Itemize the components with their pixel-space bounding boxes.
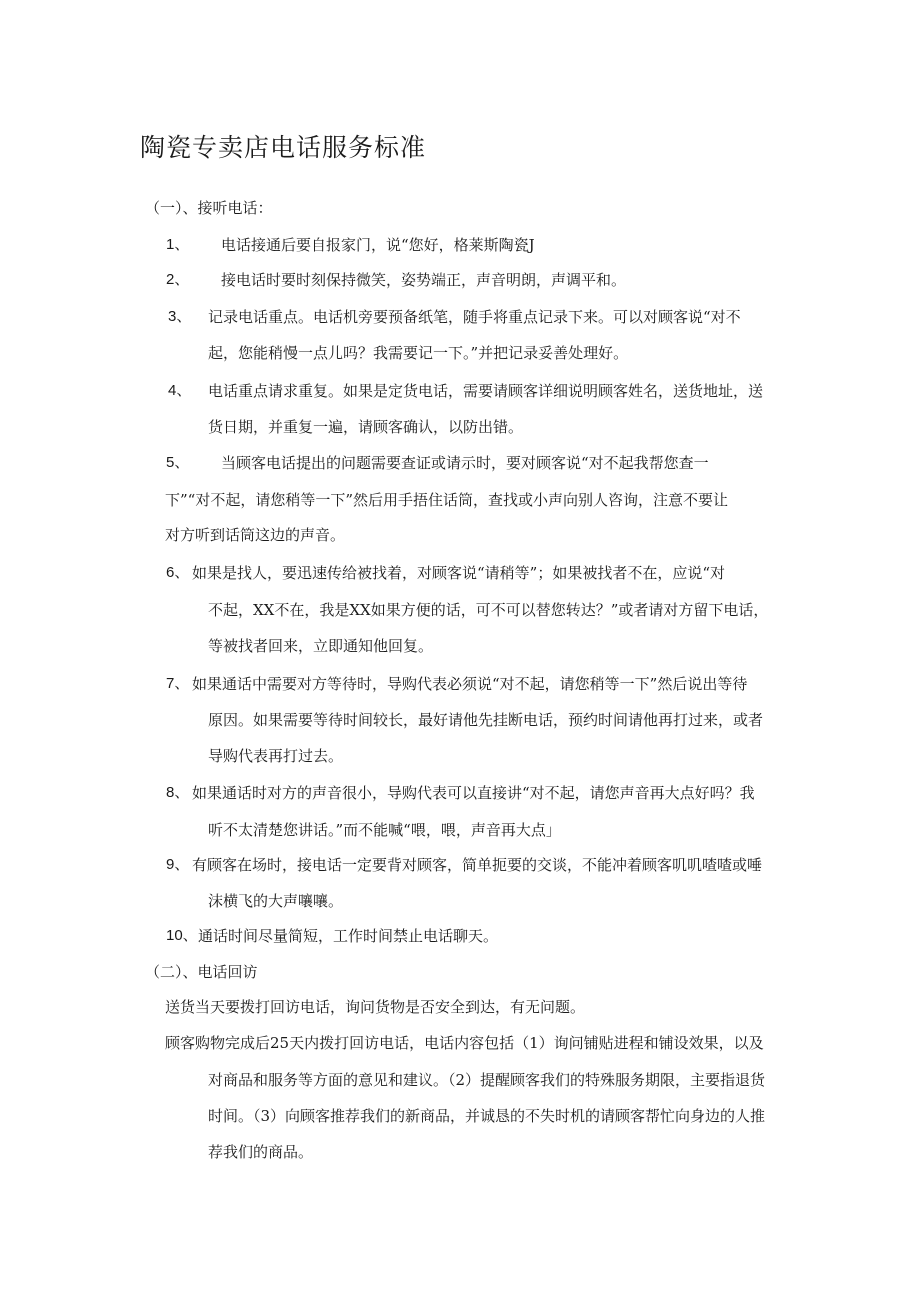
item-3-text-line-2: 起，您能稍慢一点儿吗？我需要记一下。”并把记录妥善处理好。	[208, 344, 629, 362]
item-10-text: 通话时间尽量简短，工作时间禁止电话聊天。	[198, 927, 499, 945]
item-10-number: 10、	[166, 927, 198, 944]
page-title: 陶瓷专卖店电话服务标准	[140, 133, 427, 162]
item-1-text: 电话接通后要自报家门，说“您好，格莱斯陶瓷J	[221, 236, 535, 254]
section-2-paragraph-1: 送货当天要拨打回访电话，询问货物是否安全到达，有无问题。	[165, 998, 586, 1016]
item-4-text-line-2: 货日期，并重复一遍，请顾客确认，以防出错。	[208, 418, 524, 436]
item-7-text-line-1: 如果通话中需要对方等待时，导购代表必须说“对不起，请您稍等一下”然后说出等待	[192, 675, 748, 693]
item-4-number: 4、	[168, 382, 192, 399]
item-8-text-line-1: 如果通话时对方的声音很小，导购代表可以直接讲“对不起，请您声音再大点好吗？我	[192, 784, 755, 802]
item-6-text-line-1: 如果是找人，要迅速传给被找着，对顾客说“请稍等”；如果被找者不在，应说“对	[192, 564, 726, 582]
item-1-number: 1、	[166, 236, 190, 253]
item-9-number: 9、	[166, 856, 190, 873]
item-5-number: 5、	[166, 454, 190, 471]
item-8-number: 8、	[166, 784, 190, 801]
item-5-text-line-2: 下”“对不起，请您稍等一下”然后用手捂住话筒，查找或小声向别人咨询，注意不要让	[165, 491, 729, 509]
item-6-text-line-3: 等被找者回来，立即通知他回复。	[208, 637, 434, 655]
section-2-paragraph-2-line-4: 荐我们的商品。	[208, 1143, 314, 1161]
item-6-text-line-2: 不起，XX不在，我是XX如果方便的话，可不可以替您转达？”或者请对方留下电话，	[208, 601, 769, 619]
section-2-heading: （二）、电话回访	[145, 963, 258, 981]
section-2-paragraph-2-line-1: 顾客购物完成后25天内拨打回访电话，电话内容包括（1）询问铺贴进程和铺设效果，以及	[165, 1034, 764, 1052]
item-7-text-line-3: 导购代表再打过去。	[208, 747, 344, 765]
item-3-number: 3、	[168, 308, 192, 325]
section-2-paragraph-2-line-2: 对商品和服务等方面的意见和建议。（2）提醒顾客我们的特殊服务期限，主要指退货	[208, 1071, 766, 1089]
section-2-paragraph-2-line-3: 时间。（3）向顾客推荐我们的新商品，并诚恳的不失时机的请顾客帮忙向身边的人推	[208, 1107, 766, 1125]
item-7-number: 7、	[166, 675, 190, 692]
item-9-text-line-2: 沫横飞的大声嚷嚷。	[208, 892, 344, 910]
item-5-text-line-1: 当顾客电话提出的问题需要查证或请示时，要对顾客说“对不起我帮您查一	[221, 454, 709, 472]
item-2-number: 2、	[166, 271, 190, 288]
section-1-heading: （一）、接听电话：	[145, 199, 273, 217]
item-8-text-line-2: 听不太清楚您讲话。”而不能喊“喂，喂，声音再大点」	[208, 821, 561, 839]
item-9-text-line-1: 有顾客在场时，接电话一定要背对顾客，简单扼要的交谈，不能冲着顾客叽叽喳喳或唾	[192, 856, 763, 874]
item-3-text-line-1: 记录电话重点。电话机旁要预备纸笔，随手将重点记录下来。可以对顾客说“对不	[208, 308, 741, 326]
item-5-text-line-3: 对方听到话筒这边的声音。	[165, 526, 346, 544]
item-6-number: 6、	[166, 564, 190, 581]
item-7-text-line-2: 原因。如果需要等待时间较长，最好请他先挂断电话，预约时间请他再打过来，或者	[208, 711, 764, 729]
item-2-text: 接电话时要时刻保持微笑，姿势端正，声音明朗，声调平和。	[221, 271, 627, 289]
item-4-text-line-1: 电话重点请求重复。如果是定货电话，需要请顾客详细说明顾客姓名，送货地址，送	[208, 382, 764, 400]
